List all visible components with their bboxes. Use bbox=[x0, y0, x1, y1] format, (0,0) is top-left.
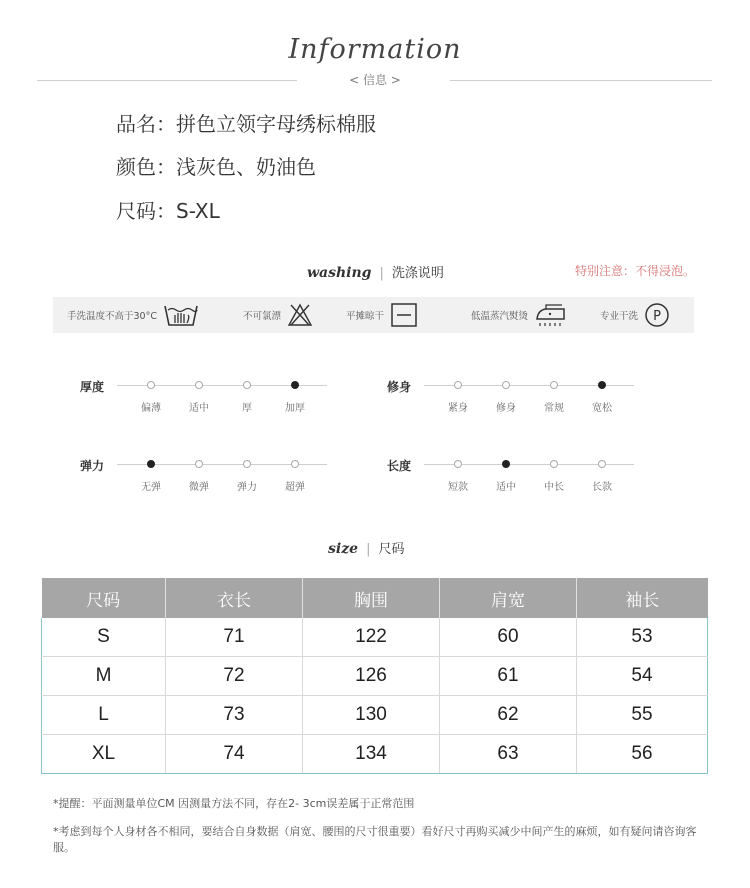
scale-elasticity-option: 无弹 bbox=[141, 482, 161, 493]
wash-item-no-bleach bbox=[243, 297, 313, 333]
table-cell: 62 bbox=[440, 696, 577, 735]
scale-elasticity-option: 超弹 bbox=[285, 482, 305, 493]
wash-item-hand-wash bbox=[67, 297, 199, 333]
dry-flat-icon bbox=[390, 302, 418, 328]
wash-item-text: 平摊晾干 bbox=[346, 311, 385, 322]
product-name-row bbox=[116, 108, 376, 137]
table-cell: 71 bbox=[166, 618, 303, 657]
washing-instructions-bar bbox=[53, 297, 694, 333]
svg-text:P: P bbox=[653, 309, 661, 324]
wash-item-text: 手洗温度不高于30°C bbox=[67, 311, 157, 322]
scale-elasticity-dot bbox=[147, 460, 155, 468]
table-cell: 73 bbox=[166, 696, 303, 735]
table-row bbox=[42, 735, 708, 774]
scale-length-dot bbox=[598, 460, 606, 468]
product-name-label: 品名： bbox=[116, 112, 176, 136]
scale-elasticity-dot bbox=[243, 460, 251, 468]
size-section-title bbox=[328, 538, 404, 557]
scale-length-label: 长度 bbox=[387, 459, 412, 473]
table-cell: 60 bbox=[440, 618, 577, 657]
dry-clean-icon bbox=[644, 302, 670, 328]
table-cell: L bbox=[42, 696, 166, 735]
table-cell: 53 bbox=[577, 618, 708, 657]
table-row bbox=[42, 657, 708, 696]
scale-elasticity-option: 微弹 bbox=[189, 482, 209, 493]
steam-iron-icon bbox=[534, 302, 568, 328]
table-cell: 54 bbox=[577, 657, 708, 696]
table-cell: 134 bbox=[303, 735, 440, 774]
footnote-measurement: *提醒：平面测量单位CM 因测量方法不同，存在2- 3cm误差属于正常范围 bbox=[53, 797, 415, 810]
scale-thickness-dot bbox=[243, 381, 251, 389]
size-table-header-cell: 尺码 bbox=[42, 578, 166, 618]
product-size-value: S-XL bbox=[176, 199, 220, 223]
scale-thickness-option: 偏薄 bbox=[141, 403, 161, 414]
wash-item-steam-iron bbox=[471, 297, 568, 333]
washing-section-title bbox=[307, 262, 444, 281]
scale-fit-dot bbox=[454, 381, 462, 389]
washing-title-sep: | bbox=[379, 266, 384, 281]
scale-elasticity-label: 弹力 bbox=[80, 459, 105, 473]
washing-title-en: washing bbox=[307, 265, 372, 281]
wash-item-dry-flat bbox=[346, 297, 418, 333]
scale-elasticity-option: 弹力 bbox=[237, 482, 257, 493]
hand-wash-icon bbox=[163, 302, 199, 328]
scale-fit-label: 修身 bbox=[387, 380, 412, 394]
table-cell: 74 bbox=[166, 735, 303, 774]
size-table bbox=[41, 578, 708, 774]
scale-length-option: 中长 bbox=[544, 482, 564, 493]
scale-thickness-dot bbox=[195, 381, 203, 389]
wash-item-text: 不可氯漂 bbox=[243, 311, 282, 322]
scale-length-dot bbox=[454, 460, 462, 468]
product-size-label: 尺码： bbox=[116, 199, 176, 223]
product-color-row bbox=[116, 151, 316, 180]
table-cell: 130 bbox=[303, 696, 440, 735]
size-table-header-row bbox=[42, 578, 708, 618]
table-cell: 126 bbox=[303, 657, 440, 696]
size-table-header-cell: 衣长 bbox=[166, 578, 303, 618]
table-cell: 72 bbox=[166, 657, 303, 696]
scale-fit-option: 紧身 bbox=[448, 403, 468, 414]
scale-elasticity-dot bbox=[291, 460, 299, 468]
scale-fit-option: 常规 bbox=[544, 403, 564, 414]
scale-length-option: 短款 bbox=[448, 482, 468, 493]
scale-thickness-label: 厚度 bbox=[80, 380, 105, 394]
size-table-header-cell: 肩宽 bbox=[440, 578, 577, 618]
table-row bbox=[42, 696, 708, 735]
scale-thickness-option: 加厚 bbox=[285, 403, 305, 414]
scale-length-dot bbox=[550, 460, 558, 468]
no-bleach-icon bbox=[287, 303, 313, 327]
wash-item-text: 专业干洗 bbox=[600, 311, 639, 322]
scale-thickness-dot bbox=[291, 381, 299, 389]
table-cell: M bbox=[42, 657, 166, 696]
table-cell: 55 bbox=[577, 696, 708, 735]
product-color-label: 颜色： bbox=[116, 155, 176, 179]
scale-fit-dot bbox=[502, 381, 510, 389]
product-size-row bbox=[116, 195, 220, 224]
table-cell: 61 bbox=[440, 657, 577, 696]
scale-fit-option: 宽松 bbox=[592, 403, 612, 414]
scale-length-option: 适中 bbox=[496, 482, 516, 493]
scale-thickness-option: 厚 bbox=[242, 403, 252, 414]
table-cell: 63 bbox=[440, 735, 577, 774]
table-cell: 122 bbox=[303, 618, 440, 657]
scale-length-option: 长款 bbox=[592, 482, 612, 493]
scale-fit-option: 修身 bbox=[496, 403, 516, 414]
size-table-header-cell: 胸围 bbox=[303, 578, 440, 618]
product-name-value: 拼色立领字母绣标棉服 bbox=[176, 112, 376, 136]
size-title-en: size bbox=[328, 541, 359, 557]
table-row bbox=[42, 618, 708, 657]
size-title-cn: 尺码 bbox=[378, 542, 405, 557]
size-table-header-cell: 袖长 bbox=[577, 578, 708, 618]
scale-elasticity-dot bbox=[195, 460, 203, 468]
table-cell: 56 bbox=[577, 735, 708, 774]
information-subtitle: < 信息 > bbox=[349, 73, 401, 87]
size-title-sep: | bbox=[366, 542, 371, 557]
information-title: Information bbox=[288, 34, 462, 65]
table-cell: XL bbox=[42, 735, 166, 774]
scale-thickness-option: 适中 bbox=[189, 403, 209, 414]
scale-fit-dot bbox=[550, 381, 558, 389]
scale-fit-dot bbox=[598, 381, 606, 389]
wash-item-text: 低温蒸汽熨烫 bbox=[471, 311, 529, 322]
wash-item-dry-clean bbox=[600, 297, 670, 333]
product-color-value: 浅灰色、奶油色 bbox=[176, 155, 316, 179]
scale-length-dot bbox=[502, 460, 510, 468]
scale-thickness-dot bbox=[147, 381, 155, 389]
washing-special-note: 特别注意：不得浸泡。 bbox=[574, 264, 695, 278]
washing-title-cn: 洗涤说明 bbox=[391, 266, 444, 281]
table-cell: S bbox=[42, 618, 166, 657]
footnote-advice: *考虑到每个人身材各不相同，要结合自身数据（肩宽、腰围的尺寸很重要）看好尺寸再购买减少中间产生的麻烦，如有疑问请咨询客服。 bbox=[53, 825, 697, 854]
